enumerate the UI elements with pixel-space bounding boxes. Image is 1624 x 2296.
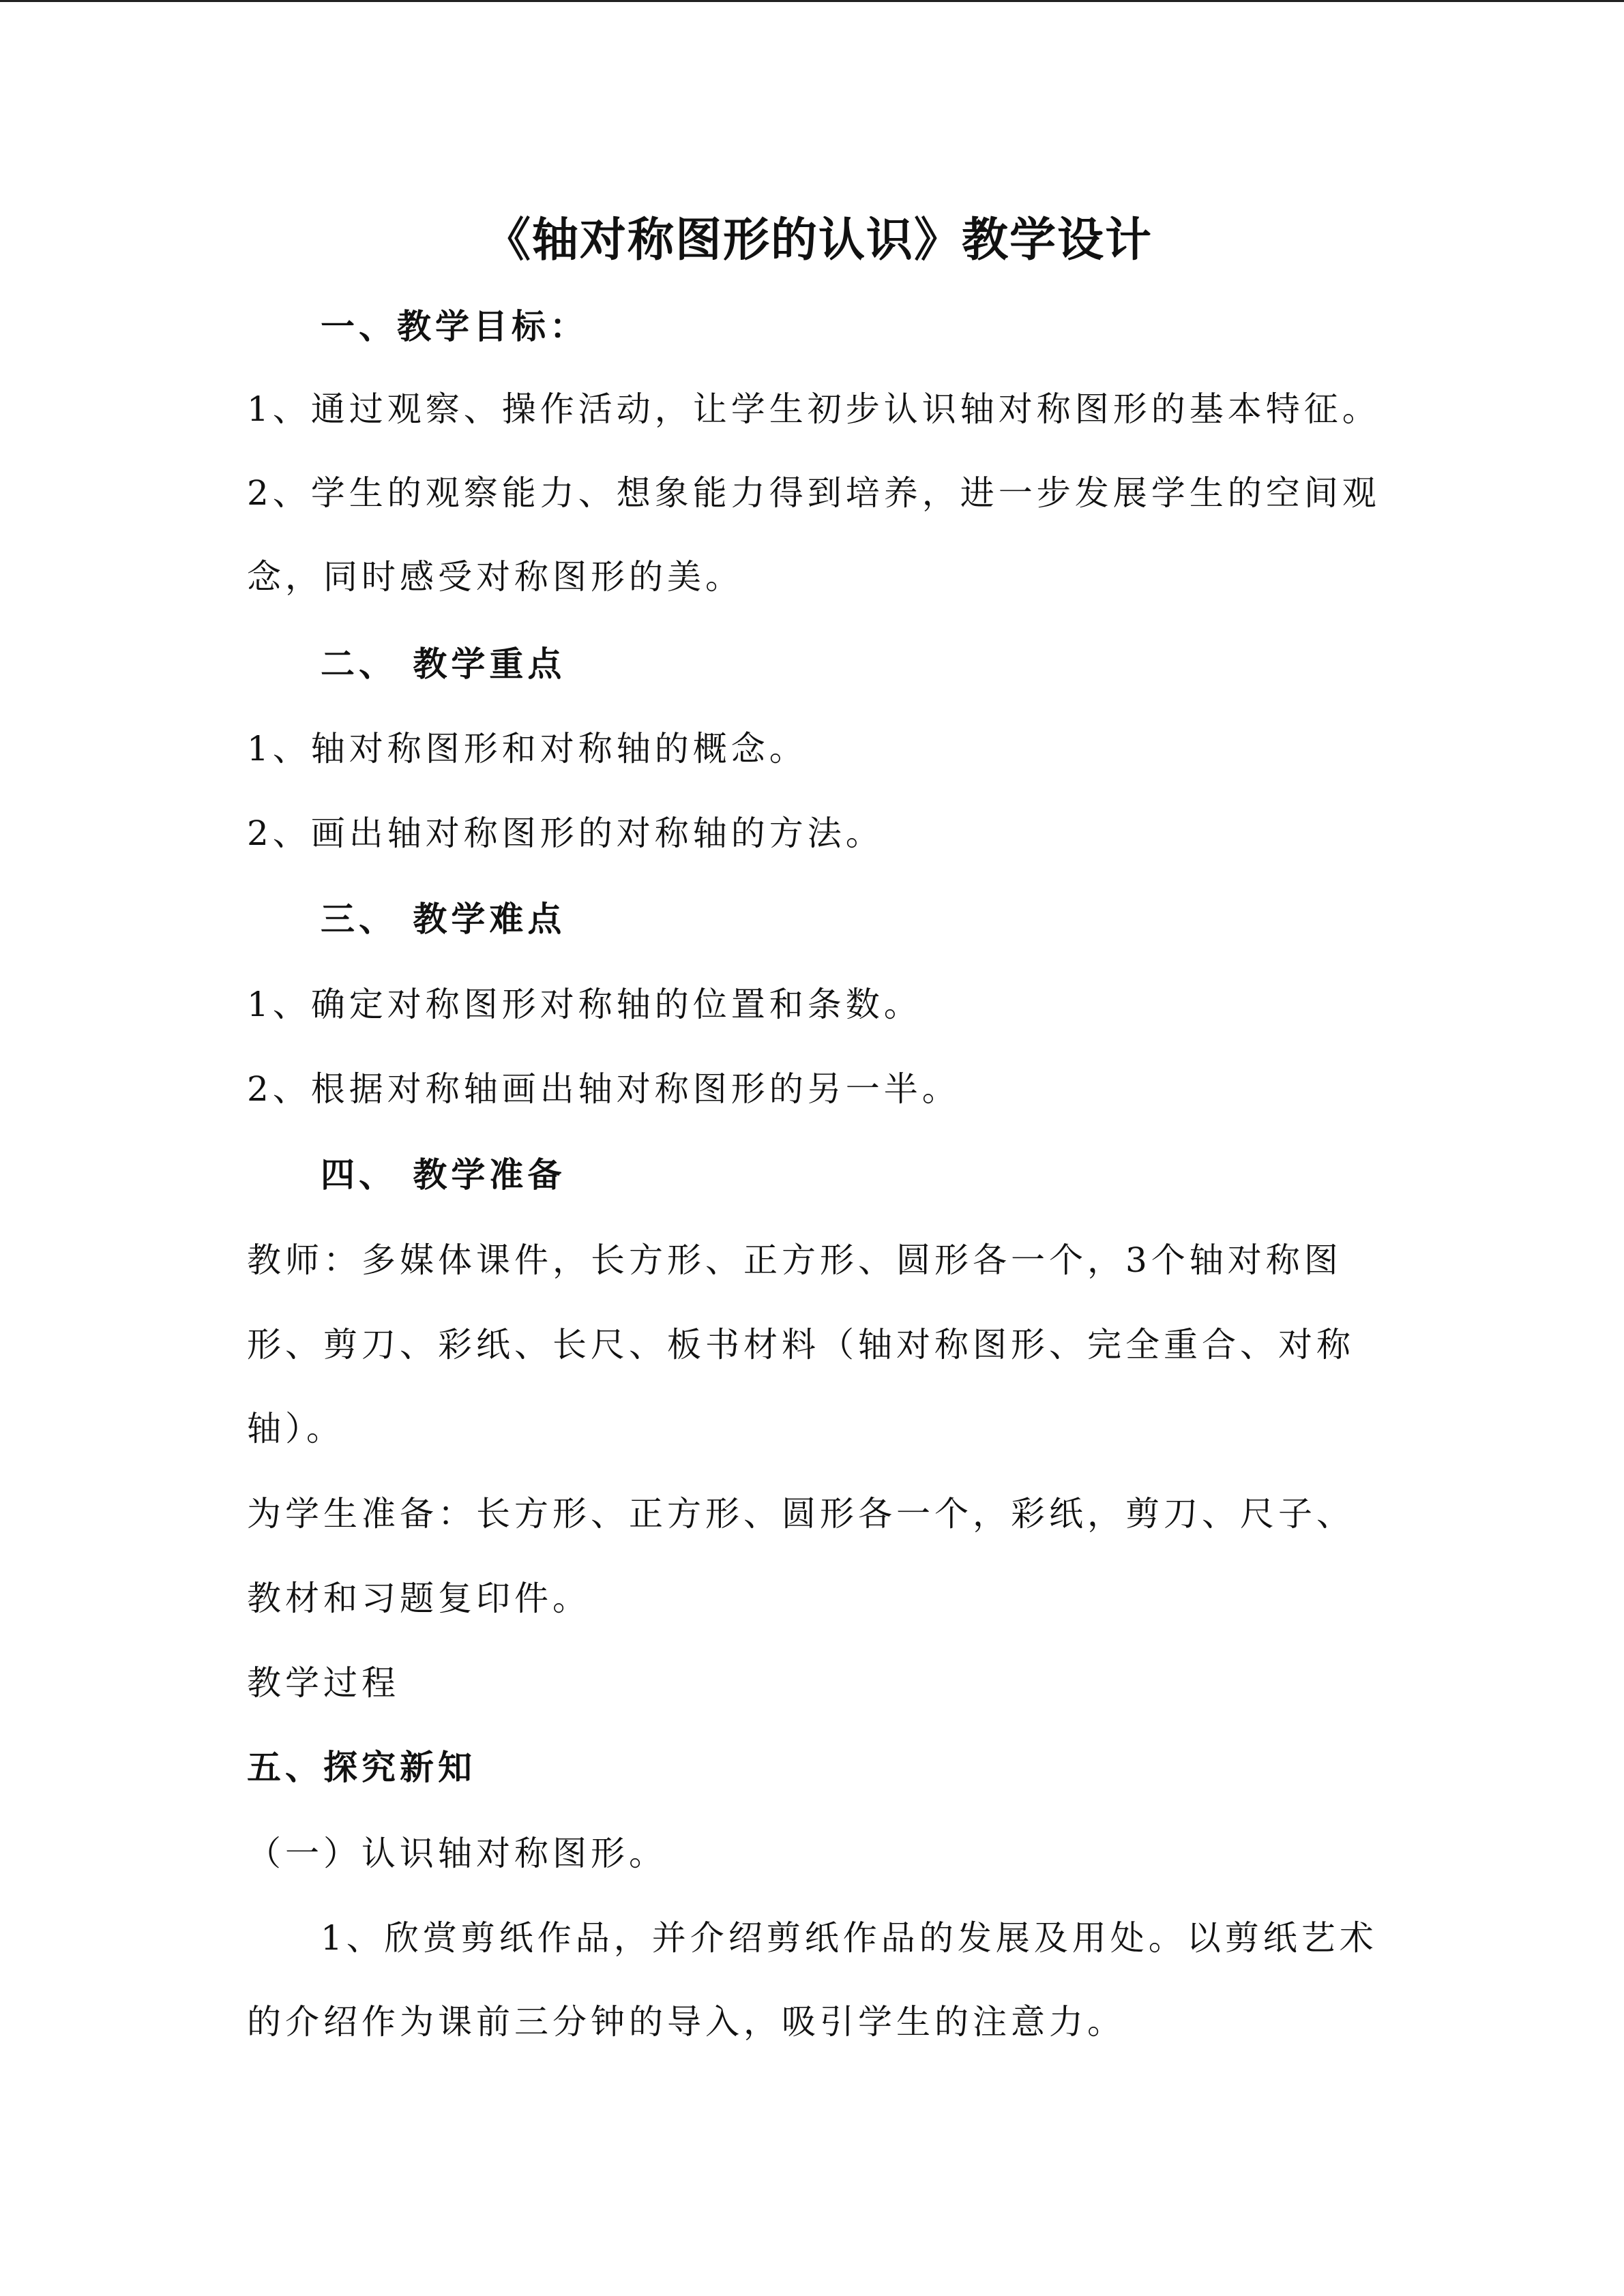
section-heading-objectives: 一、教学目标：: [321, 307, 588, 346]
paragraph-line: 轴）。: [247, 1409, 344, 1448]
paragraph-line: 教师：多媒体课件，长方形、正方形、圆形各一个，3个轴对称图: [247, 1240, 1342, 1280]
paragraph-line: 2、根据对称轴画出轴对称图形的另一半。: [247, 1069, 960, 1109]
paragraph-line: 教学过程: [247, 1663, 400, 1703]
section-heading-new-knowledge: 五、探究新知: [247, 1748, 476, 1787]
paragraph-line: 念，同时感受对称图形的美。: [247, 557, 743, 597]
paragraph-line: 2、学生的观察能力、想象能力得到培养，进一步发展学生的空间观: [247, 473, 1381, 513]
paragraph-line: 2、画出轴对称图形的对称轴的方法。: [247, 814, 884, 853]
paragraph-line: 1、欣赏剪纸作品，并介绍剪纸作品的发展及用处。以剪纸艺术: [321, 1918, 1378, 1958]
paragraph-line: 形、剪刀、彩纸、长尺、板书材料（轴对称图形、完全重合、对称: [247, 1325, 1355, 1365]
document-title: 《轴对称图形的认识》教学设计: [484, 213, 1153, 267]
page-top-border: [0, 0, 1624, 2]
paragraph-line: 教材和习题复印件。: [247, 1579, 591, 1618]
paragraph-line: 的介绍作为课前三分钟的导入，吸引学生的注意力。: [247, 2002, 1125, 2042]
section-heading-key-points: 二、 教学重点: [321, 644, 566, 684]
paragraph-line: 1、通过观察、操作活动，让学生初步认识轴对称图形的基本特征。: [247, 389, 1381, 429]
paragraph-line: 为学生准备：长方形、正方形、圆形各一个，彩纸，剪刀、尺子、: [247, 1494, 1355, 1534]
paragraph-line: （一）认识轴对称图形。: [247, 1834, 667, 1873]
section-heading-preparation: 四、 教学准备: [321, 1155, 566, 1195]
section-heading-difficulties: 三、 教学难点: [321, 899, 566, 939]
paragraph-line: 1、轴对称图形和对称轴的概念。: [247, 729, 808, 769]
paragraph-line: 1、确定对称图形对称轴的位置和条数。: [247, 985, 922, 1024]
